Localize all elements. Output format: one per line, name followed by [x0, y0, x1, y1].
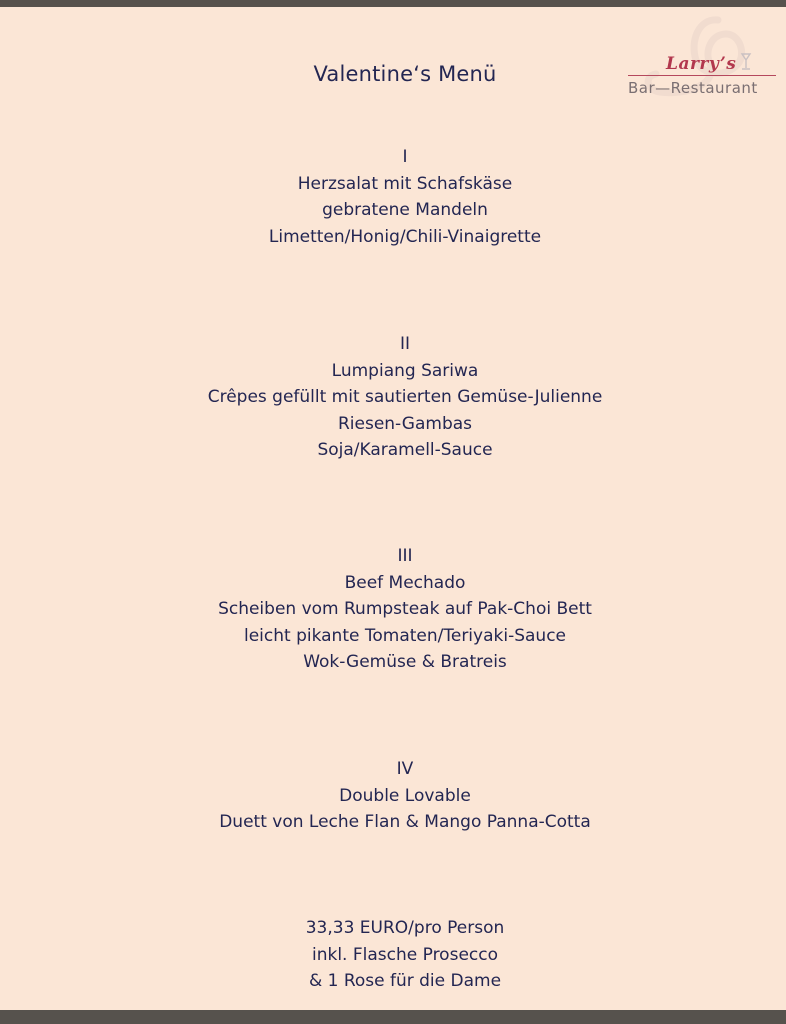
restaurant-logo: [626, 12, 778, 102]
course-dish-line: Herzsalat mit Schafskäse: [297, 173, 513, 194]
price-line: 33,33 EURO/pro Person: [305, 918, 505, 938]
course-numeral: IV: [396, 759, 414, 779]
course-3: [0, 543, 786, 676]
price-line: inkl. Flasche Prosecco: [311, 944, 498, 965]
course-dish-line: Lumpiang Sariwa: [331, 360, 479, 381]
course-dish-line: gebratene Mandeln: [322, 200, 488, 221]
course-4: [0, 756, 786, 836]
logo-subtitle: Bar—Restaurant: [628, 79, 758, 97]
bottom-border: [0, 1010, 786, 1024]
course-dish-line: leicht pikante Tomaten/Teriyaki-Sauce: [243, 625, 566, 646]
course-dish-line: Duett von Leche Flan & Mango Panna-Cotta: [219, 812, 591, 833]
course-dish-line: Wok-Gemüse & Bratreis: [303, 652, 507, 673]
course-numeral: I: [402, 147, 408, 167]
menu-title: Valentine‘s Menü: [313, 62, 497, 86]
price-block: [0, 915, 786, 995]
course-dish-line: Scheiben vom Rumpsteak auf Pak-Choi Bett: [218, 599, 592, 620]
course-dish-line: Limetten/Honig/Chili-Vinaigrette: [268, 226, 542, 247]
course-dish-line: Double Lovable: [339, 785, 471, 806]
price-line: & 1 Rose für die Dame: [308, 971, 502, 992]
course-1: [0, 144, 786, 250]
logo-name: Larry’s: [666, 54, 737, 74]
course-dish-line: Crêpes gefüllt mit sautierten Gemüse-Julienne: [207, 387, 603, 408]
course-numeral: III: [397, 546, 413, 566]
course-numeral: II: [399, 334, 411, 354]
course-dish-line: Beef Mechado: [344, 572, 466, 593]
top-border: [0, 0, 786, 7]
course-dish-line: Soja/Karamell-Sauce: [317, 440, 493, 461]
course-dish-line: Riesen-Gambas: [337, 413, 473, 434]
course-2: [0, 331, 786, 464]
